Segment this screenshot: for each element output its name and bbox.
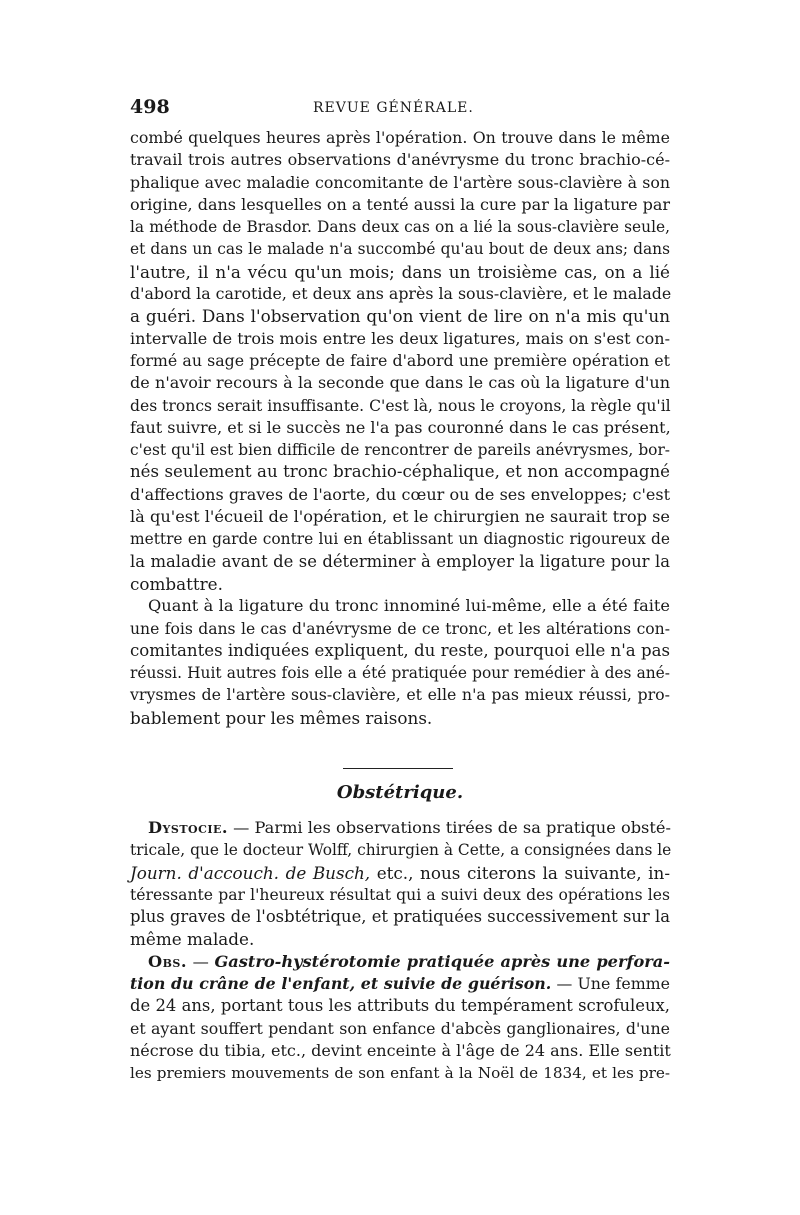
paragraph1-line: travail trois autres observations d'anévrysme du tronc brachio-cé-	[130, 150, 670, 170]
paragraph1-line: combé quelques heures après l'opération. On trouve dans le même	[130, 128, 670, 147]
page-number: 498	[130, 96, 170, 118]
paragraph1-line: d'abord la carotide, et deux ans après la sous-clavière, et le malade	[130, 284, 672, 304]
running-title: REVUE GÉNÉRALE.	[313, 100, 474, 116]
paragraph1-line: intervalle de trois mois entre les deux ligatures, mais on s'est con-	[130, 328, 670, 348]
observation-title-2: tion du crâne de l'enfant, et suivie de guérison.	[130, 974, 552, 994]
paragraph-ligature-discussion	[130, 127, 670, 595]
paragraph2-line: bablement pour les mêmes raisons.	[130, 707, 433, 728]
article-body	[130, 127, 670, 729]
paragraph1-line: phalique avec maladie concomitante de l'artère sous-clavière à son	[130, 172, 670, 192]
observation-line-3: de 24 ans, portant tous les attributs du tempérament scrofuleux,	[130, 996, 670, 1016]
section-title: Obstétrique.	[336, 782, 464, 803]
page-header	[130, 96, 670, 122]
paragraph1-line: a guéri. Dans l'observation qu'on vient de lire on n'a mis qu'un	[130, 306, 670, 327]
paragraph1-line: faut suivre, et si le succès ne l'a pas couronné dans le cas présent,	[130, 417, 671, 437]
paragraph1-line: l'autre, il n'a vécu qu'un mois; dans un troisième cas, on a lié	[130, 261, 670, 282]
paragraph1-line: mettre en garde contre lui en établissant un diagnostic rigoureux de	[130, 530, 670, 549]
dystocie-line-6: même malade.	[130, 929, 255, 950]
paragraph1-line: la méthode de Brasdor. Dans deux cas on a lié la sous-clavière seule,	[130, 218, 670, 237]
paragraph2-line: comitantes indiquées expliquent, du reste, pourquoi elle n'a pas	[130, 640, 670, 660]
paragraph1-line: la maladie avant de se déterminer à employer la ligature pour la	[130, 551, 670, 571]
observation-line-6: les premiers mouvements de son enfant à la Noël de 1834, et les pre-	[130, 1064, 670, 1083]
paragraph2-line: réussi. Huit autres fois elle a été pratiquée pour remédier à des ané-	[130, 664, 670, 683]
paragraph2-line: une fois dans le cas d'anévrysme de ce tronc, et les altérations con-	[130, 619, 670, 638]
paragraph1-line: c'est qu'il est bien difficile de rencontrer de pareils anévrysmes, bor-	[130, 441, 670, 460]
paragraph2-line: Quant à la ligature du tronc innominé lui-même, elle a été faite	[148, 596, 670, 616]
paragraph-tronc-innomine	[130, 595, 670, 729]
paragraph1-line: et dans un cas le malade n'a succombé qu'au bout de deux ans; dans	[130, 240, 670, 259]
paragraph1-line: là qu'est l'écueil de l'opération, et le chirurgien ne saurait trop se	[130, 507, 670, 527]
paragraph1-line: formé au sage précepte de faire d'abord une première opération et	[130, 350, 670, 370]
paragraph2-line: vrysmes de l'artère sous-clavière, et elle n'a pas mieux réussi, pro-	[130, 685, 670, 705]
dystocie-line-4: téressante par l'heureux résultat qui a suivi deux des opérations les	[130, 885, 670, 904]
paragraph1-line: d'affections graves de l'aorte, du cœur ou de ses enveloppes; c'est	[130, 484, 670, 504]
observation-line-5: nécrose du tibia, etc., devint enceinte à l'âge de 24 ans. Elle sentit	[130, 1040, 671, 1060]
observation-label: Obs.	[148, 951, 187, 971]
dystocie-line-3: Journ. d'accouch. de Busch, etc., nous citerons la suivante, in-	[130, 862, 670, 883]
observation-line-2: tion du crâne de l'enfant, et suivie de guérison. — Une femme	[130, 974, 671, 994]
paragraph1-line: nés seulement au tronc brachio-céphalique, et non accompagné	[130, 462, 670, 482]
paragraph1-line: des troncs serait insuffisante. C'est là, nous le croyons, la règle qu'il	[130, 396, 671, 415]
obstetrics-body	[130, 817, 670, 1085]
paragraph1-line: combattre.	[130, 573, 223, 594]
dystocie-line-2: tricale, que le docteur Wolff, chirurgien à Cette, a consignées dans le	[130, 841, 672, 860]
observation-line-4: et ayant souffert pendant son enfance d'abcès ganglionaires, d'une	[130, 1018, 670, 1038]
section-divider	[343, 768, 453, 769]
observation-title-1: Gastro-hystérotomie pratiquée après une perfora-	[214, 951, 670, 971]
paragraph1-line: origine, dans lesquelles on a tenté aussi la cure par la ligature par	[130, 194, 671, 214]
dystocie-label: Dystocie.	[148, 818, 229, 837]
paragraph1-line: de n'avoir recours à la seconde que dans le cas où la ligature d'un	[130, 373, 670, 393]
journal-reference: Journ. d'accouch. de Busch,	[130, 862, 371, 883]
dystocie-line-1: Dystocie. — Parmi les observations tirées de sa pratique obsté-	[148, 818, 671, 837]
observation-line-1: Obs. — Gastro-hystérotomie pratiquée après une perfora-	[148, 951, 670, 971]
dystocie-line-5: plus graves de l'osbtétrique, et pratiquées successivement sur la	[130, 907, 670, 927]
